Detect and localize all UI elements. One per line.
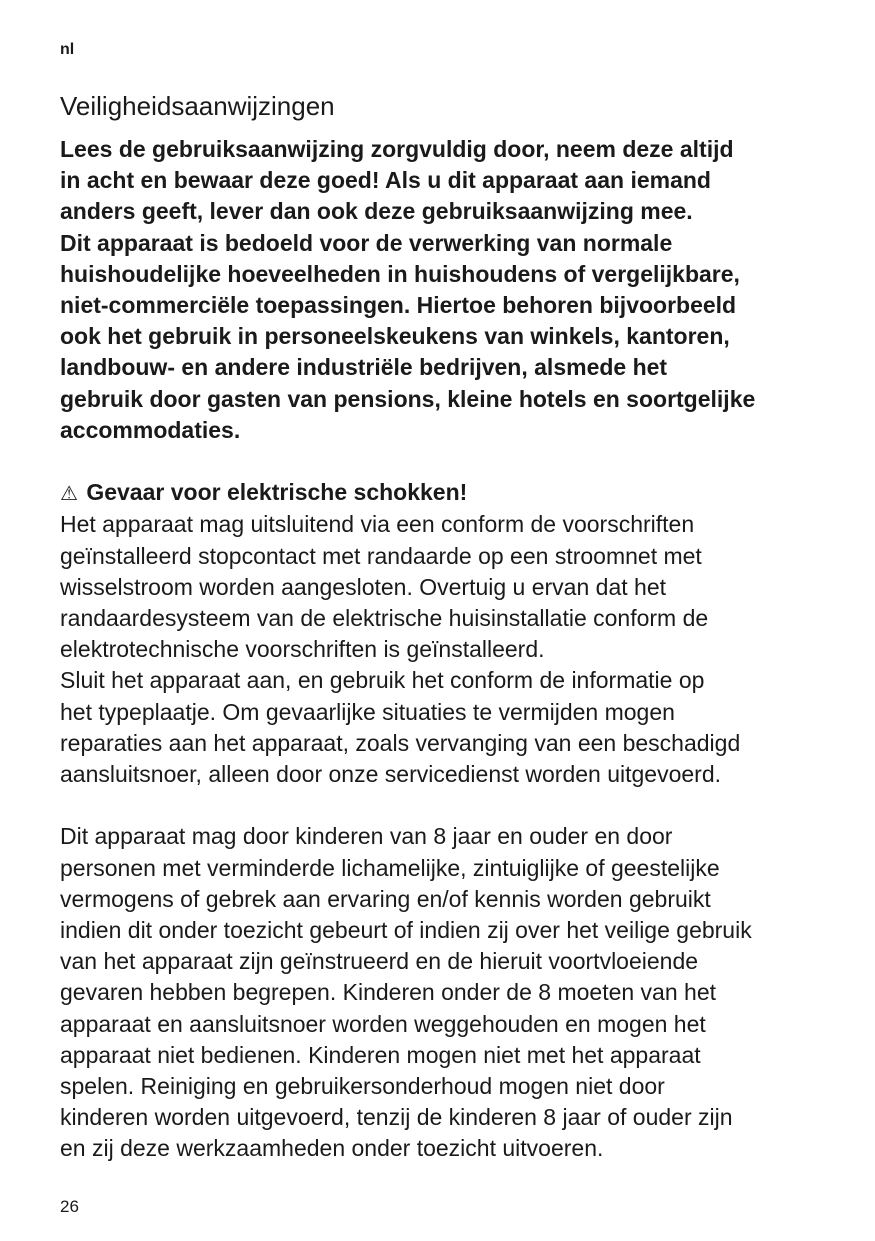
warning-heading-line [60, 477, 825, 509]
warning-paragraph: Het apparaat mag uitsluitend via een conform de voorschriften geïnstalleerd stopcontact met randaarde op een stroomnet met wisselstroom worden aangesloten. Overtuig u ervan dat het randaardesysteem van de elektrische huisinstallatie conform de elektrotechnische voorschriften is geïnstalleerd. Sluit het apparaat aan, en gebruik het conform de informatie op het typeplaatje. Om gevaarlijke situaties te vermijden mogen reparaties aan het apparaat, zoals vervanging van een beschadigd aansluitsnoer, alleen door onze servicedienst worden uitgevoerd. [60, 511, 741, 788]
page-number: 26 [60, 1197, 79, 1216]
page-title: Veiligheidsaanwijzingen [60, 91, 335, 121]
intro-paragraph: Lees de gebruiksaanwijzing zorgvuldig door, neem deze altijd in acht en bewaar deze goed! Als u dit apparaat aan iemand anders geeft, lever dan ook deze gebruiksaanwijzing mee. Dit apparaat is bedoeld voor de verwerking van normale huishoudelijke hoeveelheden in huishoudens of vergelijkbare, niet-commerciële toepassingen. Hiertoe behoren bijvoorbeeld ook het gebruik in personeelskeukens van winkels, kantoren, landbouw- en andere industriële bedrijven, alsmede het gebruik door gasten van pensions, kleine hotels en soortgelijke accommodaties. [60, 136, 756, 443]
safety-content [60, 134, 825, 1165]
warning-heading: Gevaar voor elektrische schokken! [86, 479, 468, 506]
warning-triangle-icon: ⚠ [60, 481, 78, 506]
language-tag: nl [60, 41, 75, 58]
children-paragraph: Dit apparaat mag door kinderen van 8 jaar en ouder en door personen met verminderde lichamelijke, zintuiglijke of geestelijke vermogens of gebrek aan ervaring en/of kennis worden gebruikt indien dit onder toezicht gebeurt of indien zij over het veilige gebruik van het apparaat zijn geïnstrueerd en de hieruit voortvloeiende gevaren hebben begrepen. Kinderen onder de 8 moeten van het apparaat en aansluitsnoer worden weggehouden en mogen het apparaat niet bedienen. Kinderen mogen niet met het apparaat spelen. Reiniging en gebruikersonderhoud mogen niet door kinderen worden uitgevoerd, tenzij de kinderen 8 jaar of ouder zijn en zij deze werkzaamheden onder toezicht uitvoeren. [60, 823, 752, 1162]
manual-page [60, 0, 825, 1241]
paragraph-spacer [60, 446, 825, 477]
paragraph-spacer [60, 790, 825, 821]
